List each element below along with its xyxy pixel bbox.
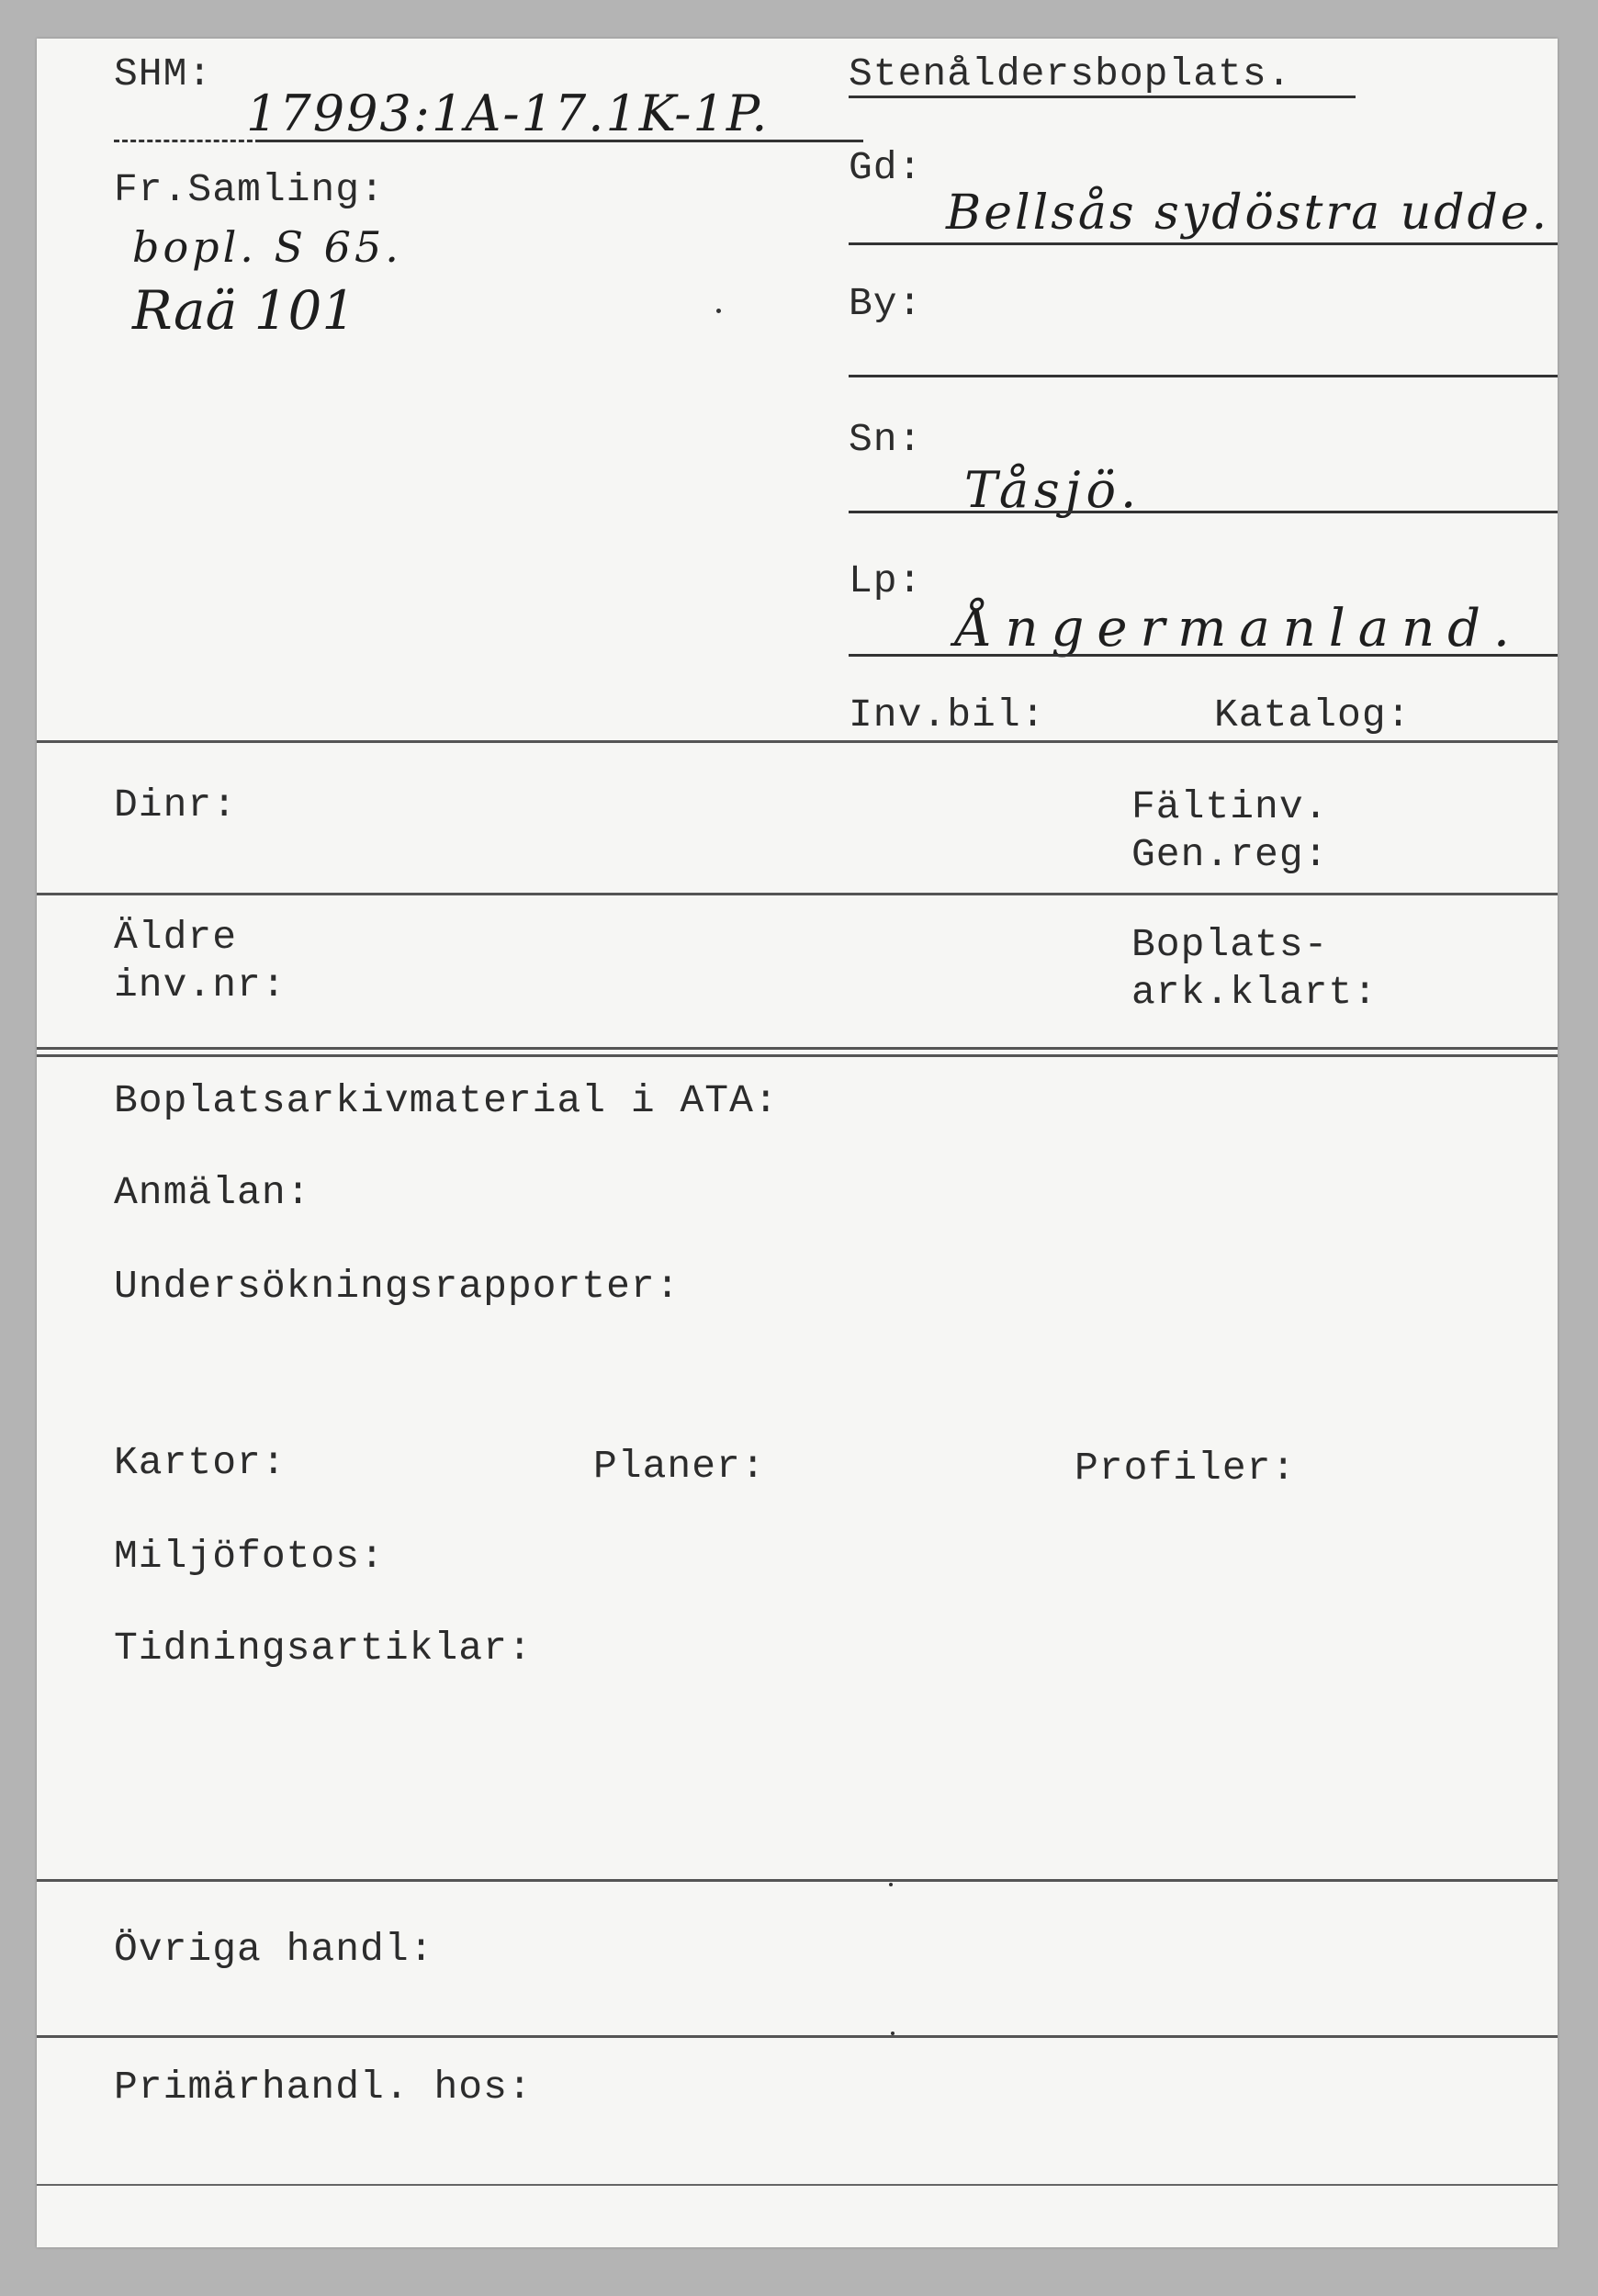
divider-header — [37, 740, 1558, 743]
sn-underline — [849, 511, 1558, 513]
type-underline — [849, 96, 1356, 98]
index-card — [37, 39, 1558, 2247]
lp-value: Ångermanland. — [955, 599, 1523, 658]
boplats-label-2: ark.klart: — [1131, 970, 1379, 1015]
shm-dash-line — [114, 140, 261, 142]
shm-underline — [261, 140, 863, 142]
aldre-label-2: inv.nr: — [114, 962, 287, 1007]
faltinv-label: Fältinv. — [1131, 784, 1329, 829]
by-underline — [849, 375, 1558, 377]
genreg-label: Gen.reg: — [1131, 832, 1329, 877]
planer-label: Planer: — [593, 1444, 766, 1489]
miljofotos-label: Miljöfotos: — [114, 1534, 385, 1579]
fr-samling-value-2: Raä 101 — [132, 279, 356, 342]
speck-mark — [889, 1883, 893, 1886]
primar-label: Primärhandl. hos: — [114, 2065, 533, 2110]
shm-label: SHM: — [114, 51, 213, 96]
anmalan-label: Anmälan: — [114, 1170, 311, 1215]
gd-underline — [849, 242, 1558, 245]
lp-underline — [849, 654, 1558, 657]
lp-label: Lp: — [849, 558, 923, 603]
undersokning-label: Undersökningsrapporter: — [114, 1264, 681, 1309]
profiler-label: Profiler: — [1075, 1446, 1297, 1491]
aldre-label-1: Äldre — [114, 915, 238, 960]
sn-label: Sn: — [849, 417, 923, 462]
speck-mark — [716, 309, 721, 313]
archive-heading: Boplatsarkivmaterial i ATA: — [114, 1078, 779, 1123]
kartor-label: Kartor: — [114, 1440, 287, 1485]
divider-ovriga — [37, 2035, 1558, 2038]
shm-value: 17993:1A-17.1K-1P. — [246, 84, 770, 142]
fr-samling-label: Fr.Samling: — [114, 167, 385, 212]
divider-bottom — [37, 2184, 1558, 2186]
inv-bil-label: Inv.bil: — [849, 692, 1046, 737]
dinr-label: Dinr: — [114, 782, 238, 827]
sn-value: Tåsjö. — [964, 461, 1142, 519]
divider-aldre-1 — [37, 1047, 1558, 1050]
by-label: By: — [849, 281, 923, 326]
speck-mark — [891, 2032, 895, 2035]
katalog-label: Katalog: — [1214, 692, 1412, 737]
divider-dinr — [37, 893, 1558, 895]
type-label: Stenåldersboplats. — [849, 51, 1292, 96]
gd-label: Gd: — [849, 145, 923, 190]
divider-aldre-2 — [37, 1054, 1558, 1057]
fr-samling-value-1: bopl. S 65. — [132, 222, 402, 272]
boplats-label-1: Boplats- — [1131, 922, 1329, 967]
tidning-label: Tidningsartiklar: — [114, 1626, 533, 1671]
ovriga-label: Övriga handl: — [114, 1927, 434, 1972]
divider-archive — [37, 1879, 1558, 1882]
gd-value: Bellsås sydöstra udde. — [946, 186, 1550, 241]
